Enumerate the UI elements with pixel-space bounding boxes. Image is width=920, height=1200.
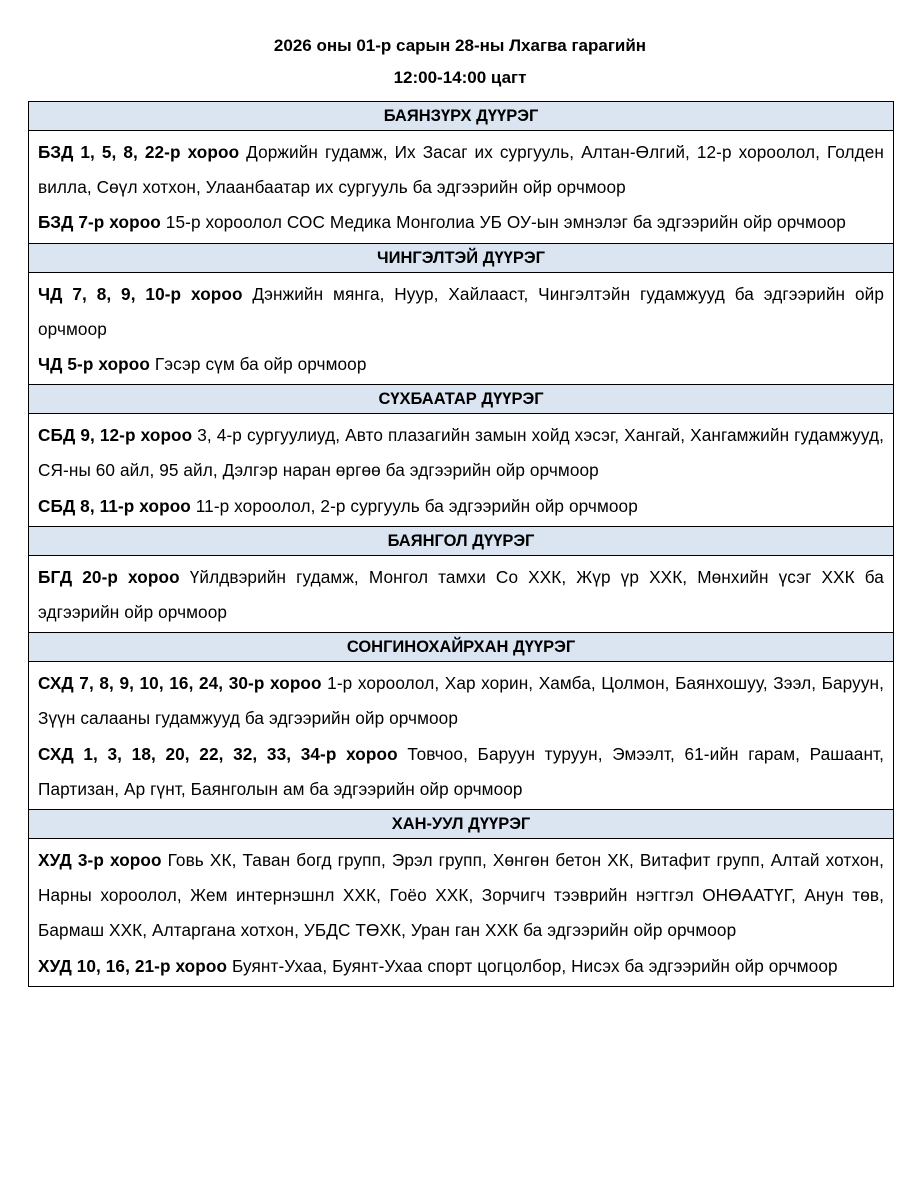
area-description: 15-р хороолол СОС Медика Монголиа УБ ОУ-ын эмнэлэг ба эдгээрийн ойр орчмоор	[165, 212, 846, 233]
district-name: ХАН-УУЛ ДҮҮРЭГ	[29, 810, 894, 839]
area-description: Үйлдвэрийн гудамж, Монгол тамхи Со ХХК, Жүр үр ХХК, Мөнхийн үсэг ХХК ба эдгээрийн ойр орчмоор	[38, 566, 884, 623]
district-body-row	[29, 414, 894, 527]
area-description: Доржийн гудамж, Их Засаг их сургууль, Алтан-Өлгий, 12-р хороолол, Голден вилла, Сөүл хотхон, Улаанбаатар их сургууль ба эдгээрийн ойр орчмоор	[38, 142, 884, 198]
district-name: БАЯНЗҮРХ ДҮҮРЭГ	[29, 102, 894, 131]
district-header-row	[29, 385, 894, 414]
khoroo-label: ХУД 3-р хороо	[38, 850, 162, 871]
district-entries	[29, 131, 894, 244]
area-entry	[38, 737, 884, 807]
area-entry	[38, 418, 884, 488]
district-header-row	[29, 810, 894, 839]
area-entry	[38, 843, 884, 949]
district-body-row	[29, 131, 894, 244]
khoroo-label: СБД 8, 11-р хороо	[38, 495, 191, 516]
district-header-row	[29, 102, 894, 131]
area-entry	[38, 489, 884, 524]
area-description: Буянт-Ухаа, Буянт-Ухаа спорт цогцолбор, Нисэх ба эдгээрийн ойр орчмоор	[231, 955, 838, 976]
khoroo-label: СХД 7, 8, 9, 10, 16, 24, 30-р хороо	[38, 673, 322, 694]
district-header-row	[29, 526, 894, 555]
area-entry	[38, 949, 884, 984]
khoroo-label: БЗД 7-р хороо	[38, 212, 161, 233]
district-name: БАЯНГОЛ ДҮҮРЭГ	[29, 526, 894, 555]
area-description: 1-р хороолол, Хар хорин, Хамба, Цолмон, Баянхошуу, Зээл, Баруун, Зүүн салааны гудамжууд ба эдгээрийн ойр орчмоор	[38, 673, 884, 729]
time-heading: 12:00-14:00 цагт	[393, 68, 527, 87]
district-header-row	[29, 243, 894, 272]
district-body-row	[29, 555, 894, 632]
district-entries	[29, 839, 894, 987]
area-entry	[38, 560, 884, 630]
area-description: Говь ХК, Таван богд групп, Эрэл групп, Хөнгөн бетон ХК, Витафит групп, Алтай хотхон, Нарны хороолол, Жем интернэшнл ХХК, Гоёо ХХК, Зорчигч тээврийн нэгтгэл ОНӨААТҮГ, Анун төв, Бармаш ХХК, Алтаргана хотхон, УБДС ТӨХК, Уран ган ХХК ба эдгээрийн ойр орчмоор	[38, 850, 884, 941]
district-name: СОНГИНОХАЙРХАН ДҮҮРЭГ	[29, 633, 894, 662]
district-body-row	[29, 839, 894, 987]
area-entry	[38, 277, 884, 347]
outage-schedule-table	[28, 101, 894, 987]
district-name: СҮХБААТАР ДҮҮРЭГ	[29, 385, 894, 414]
area-description: Дэнжийн мянга, Нуур, Хайлааст, Чингэлтэйн гудамжууд ба эдгээрийн ойр орчмоор	[38, 283, 884, 339]
district-entries	[29, 272, 894, 385]
area-entry	[38, 135, 884, 205]
district-entries	[29, 662, 894, 810]
area-description: Товчоо, Баруун туруун, Эмээлт, 61-ийн гарам, Рашаант, Партизан, Ар гүнт, Баянголын ам ба эдгээрийн ойр орчмоор	[38, 743, 884, 799]
district-body-row	[29, 662, 894, 810]
area-entry	[38, 347, 884, 382]
district-name: ЧИНГЭЛТЭЙ ДҮҮРЭГ	[29, 243, 894, 272]
khoroo-label: СБД 9, 12-р хороо	[38, 425, 193, 446]
district-header-row	[29, 633, 894, 662]
area-entry	[38, 666, 884, 736]
khoroo-label: ХУД 10, 16, 21-р хороо	[38, 955, 228, 976]
khoroo-label: БГД 20-р хороо	[38, 566, 180, 587]
date-heading: 2026 оны 01-р сарын 28-ны Лхагва гарагийн	[273, 36, 647, 55]
district-body-row	[29, 272, 894, 385]
khoroo-label: БЗД 1, 5, 8, 22-р хороо	[38, 142, 240, 162]
khoroo-label: ЧД 7, 8, 9, 10-р хороо	[38, 283, 243, 304]
area-description: Гэсэр сүм ба ойр орчмоор	[154, 354, 367, 375]
district-entries	[29, 555, 894, 632]
khoroo-label: СХД 1, 3, 18, 20, 22, 32, 33, 34-р хороо	[38, 743, 398, 764]
area-entry	[38, 205, 884, 240]
district-entries	[29, 414, 894, 527]
khoroo-label: ЧД 5-р хороо	[38, 354, 150, 375]
area-description: 3, 4-р сургуулиуд, Авто плазагийн замын хойд хэсэг, Хангай, Хангамжийн гудамжууд, СЯ-ны 60 айл, 95 айл, Дэлгэр наран өргөө ба эдгээрийн ойр орчмоор	[38, 425, 884, 481]
area-description: 11-р хороолол, 2-р сургууль ба эдгээрийн ойр орчмоор	[195, 495, 638, 516]
